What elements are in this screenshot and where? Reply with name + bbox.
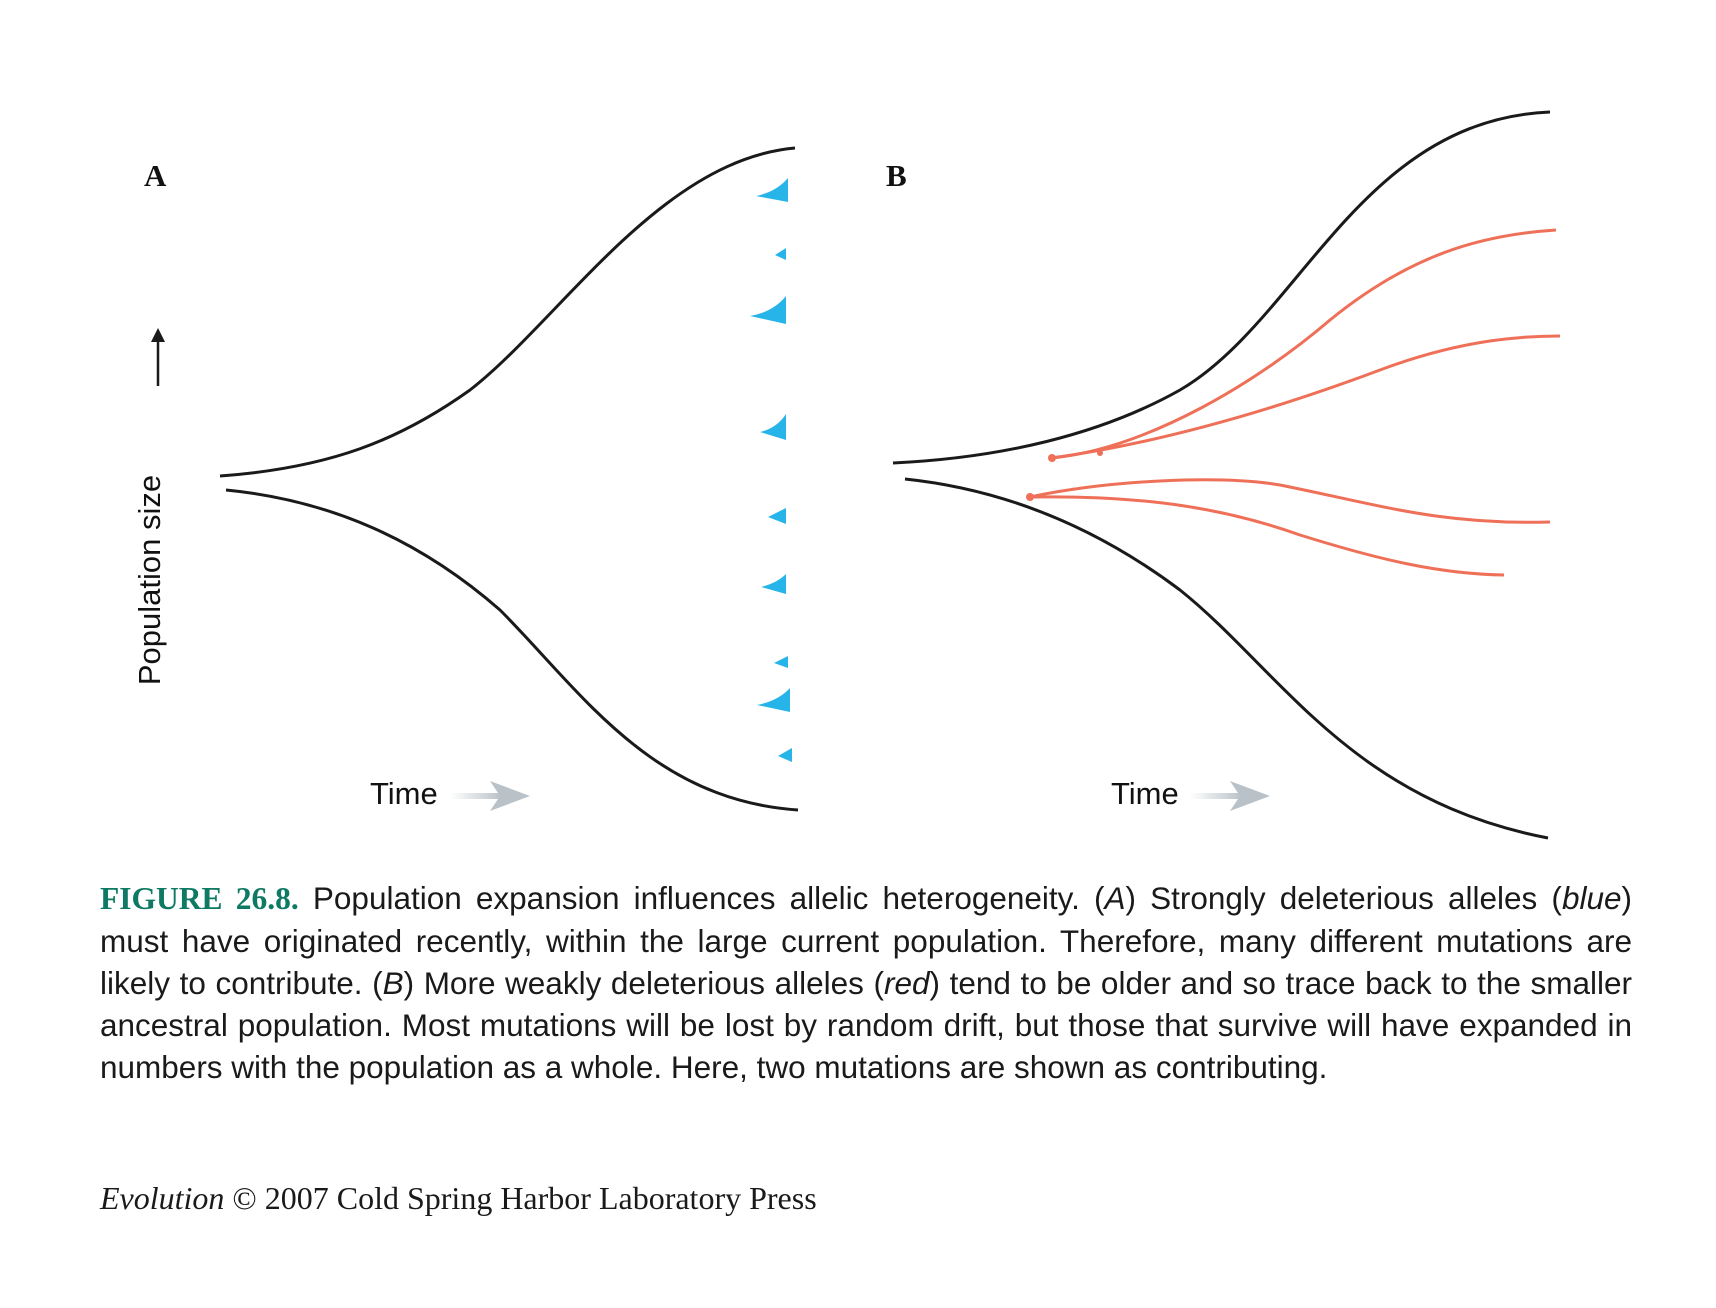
red-allele-origin-1b [1097,450,1103,456]
blue-allele-1 [756,178,788,202]
blue-allele-7 [774,656,788,668]
time-arrow-a [450,781,530,811]
blue-allele-6 [761,574,786,594]
panel-b-lower-boundary [905,479,1548,838]
panel-b-label: B [886,158,907,193]
blue-allele-9 [778,748,792,762]
red-allele-lineage-4 [1030,497,1504,575]
caption-part-2: ) Strongly deleterious alleles ( [1125,880,1562,916]
panel-a-upper-boundary [220,148,795,476]
credit-text: © 2007 Cold Spring Harbor Laboratory Press [224,1180,817,1216]
copyright-credit [100,1180,817,1217]
red-alleles [1030,230,1560,575]
y-axis-label: Population size [132,474,167,686]
panel-a-x-label: Time [370,776,438,811]
panel-b-x-label: Time [1111,776,1179,811]
blue-allele-8 [757,688,790,712]
y-axis-arrow [151,328,165,386]
caption-blue-word: blue [1561,880,1622,916]
caption-part-3: ) must have originated recently, within the large current population. Therefore, many different mutations are likely to contribute. ( [100,880,1632,1001]
caption-ref-a: A [1104,880,1126,916]
caption-part-4: ) More weakly deleterious alleles ( [403,965,884,1001]
caption-ref-b: B [382,965,404,1001]
blue-alleles [750,178,792,762]
blue-allele-5 [768,508,786,524]
figure-caption [100,877,1632,1088]
red-allele-origin-1 [1048,454,1056,462]
blue-allele-4 [760,414,786,440]
caption-red-word: red [883,965,930,1001]
caption-part-5: ) tend to be older and so trace back to the smaller ancestral population. Most mutations will be lost by random drift, but those that survive will have expanded in numbers with the population as a whole. Here, two mutations are shown as contributing. [100,965,1632,1085]
panel-b-upper-boundary [893,112,1550,463]
book-title: Evolution [100,1180,225,1216]
figure-number: FIGURE 26.8. [100,881,299,916]
blue-allele-2 [775,248,786,260]
red-allele-lineage-3 [1030,480,1550,522]
red-allele-origin-2 [1026,493,1034,501]
time-arrow-b [1190,781,1270,811]
panel-a-label: A [144,158,167,193]
caption-part-1: Population expansion influences allelic heterogeneity. ( [298,880,1105,916]
panel-a-lower-boundary [226,490,798,810]
blue-allele-3 [750,296,786,324]
